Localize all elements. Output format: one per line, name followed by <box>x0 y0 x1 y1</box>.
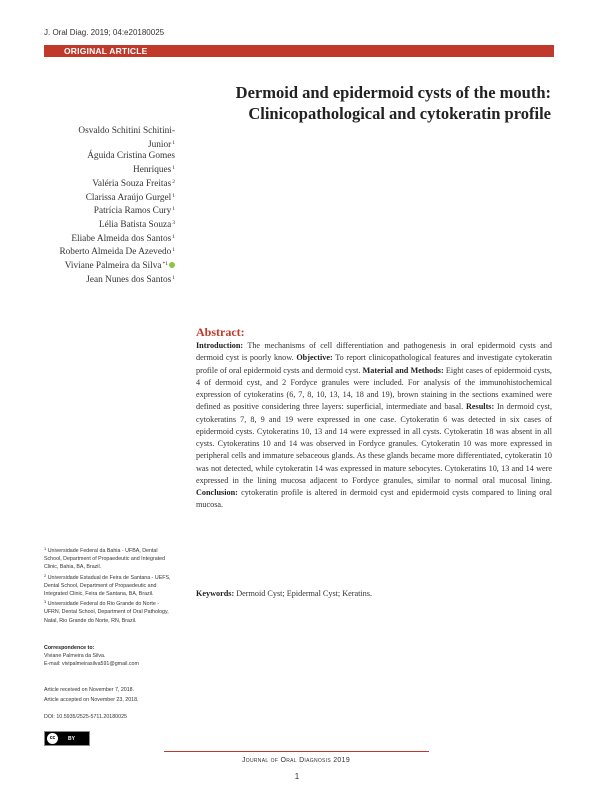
author: Jean Nunes dos Santos$^1$ <box>86 274 175 285</box>
results-text: In dermoid cyst, cytokeratins 7, 8, 9 and 19 were expressed in one case. Cytokeratin 6 was detected in six cases of epidermoid cysts. Cytokeratins 10, 13 and 14 were expressed in all cysts. Cytokeratin 18 was absent in all cysts. Cytokeratins 10 and 14 was observed in Fordyce granules. Cytokeratin 10 was more expressed in peripheral cells and immature sebaceous glands. As these glands became more differentiated, cytokeratin 10 was not detected, while cytokeratin 14 was expressed in mature sebocytes. Cytokeratins 10, 13 and 14 were expressed in the lining mucosa adjacent to Fordyce granules, similar to normal oral mucosal lining. <box>196 402 552 485</box>
article-title <box>180 82 551 124</box>
correspondence-name: Viviane Palmeira da Silva. <box>44 653 106 660</box>
author: Lélia Batista Souza$^3$ <box>98 219 175 230</box>
conclusion-text: cytokeratin profile is altered in dermoid cyst and epidermoid cysts compared to lining oral mucosa. <box>196 488 552 510</box>
introduction-label: Introduction: <box>196 341 244 350</box>
correspondence-email[interactable]: E-mail: vivipalmeirasilva591@gmail.com <box>44 661 139 668</box>
correspondence-label: Correspondence to: <box>44 645 95 651</box>
methods-text: Eight cases of epidermoid cysts, 4 of dermoid cyst, and 2 Fordyce granules were included. For analysis of the immunohistochemical expression of cytokeratins (6, 7, 8, 10, 13, 14, 18 and 19), brown staining in the sections examined were defined as positive considering three layers: superficial, intermediate and basal. <box>196 365 552 412</box>
keywords-label: Keywords: <box>196 589 235 598</box>
by-text: BY <box>68 735 75 742</box>
article-type-label: ORIGINAL ARTICLE <box>64 46 148 56</box>
orcid-icon[interactable] <box>169 262 175 268</box>
keywords-text: Dermoid Cyst; Epidermal Cyst; Keratins. <box>234 589 373 598</box>
accepted-date: Article accepted on November 23, 2018. <box>44 696 139 703</box>
cc-by-icon[interactable] <box>44 731 90 746</box>
objective-text: To report clinicopathological features and investigate cytokeratin profile of oral epidermoid cysts and dermoid cyst. <box>196 353 552 375</box>
introduction-text: The mechanisms of cell differentiation and pathogenesis in oral epidermoid cysts and dermoid cyst is poorly know. <box>196 341 552 363</box>
received-date: Article received on November 7, 2018. <box>44 687 135 693</box>
objective-label: Objective: <box>296 353 333 363</box>
page-number: 1 <box>294 772 300 781</box>
title-line-1: Dermoid and epidermoid cysts of the mouth: <box>235 83 551 102</box>
author: Valéria Souza Freitas$^2$ <box>92 178 175 189</box>
article-dates <box>44 686 194 705</box>
footer-journal-name: Journal of Oral Diagnosis 2019 <box>241 757 351 764</box>
doi[interactable]: DOI: 10.5935/2525-5711.20180025 <box>44 714 127 720</box>
cc-text: cc <box>47 733 58 744</box>
footer-divider <box>164 751 429 752</box>
results-label: Results: <box>466 402 495 412</box>
author: Osvaldo Schitini Schitini- Junior$^1$ <box>78 126 175 150</box>
author: Patrícia Ramos Cury$^1$ <box>93 206 175 217</box>
affiliation: $^3$ Universidade Federal do Rio Grande do Norte - UFRN, Dental School, Department of Oral Pathology, Natal, Rio Grande do Norte, RN, Brazil. <box>44 599 169 624</box>
affiliations <box>44 545 174 625</box>
article-type-bar <box>44 45 554 57</box>
affiliation: $^2$ Universidade Estadual de Feira de Santana - UEFS, Dental School, Department of Propaedeutic and Integrated Clinic, Feira de Santana, BA, Brazil. <box>44 572 171 598</box>
affiliation: $^1$ Universidade Federal da Bahia - UFBA, Dental School, Department of Propaedeutic and Integrated Clinic, Bahia, BA, Brazil. <box>44 546 166 571</box>
journal-reference: J. Oral Diag. 2019; 04:e20180025 <box>44 28 165 37</box>
abstract-body <box>196 340 552 512</box>
correspondence <box>44 644 184 669</box>
methods-label: Material and Methods: <box>362 365 444 375</box>
keywords <box>196 589 552 598</box>
corresponding-author: Viviane Palmeira da Silva$^{*1}$ <box>12 259 175 273</box>
author-list <box>12 126 175 286</box>
abstract-heading: Abstract: <box>196 325 245 339</box>
author: Eliabe Almeida dos Santos$^1$ <box>71 233 175 244</box>
author: Clarissa Araújo Gurgel$^1$ <box>85 192 175 203</box>
author: Águida Cristina Gomes Henriques$^1$ <box>87 151 175 176</box>
author: Roberto Almeida De Azevedo$^1$ <box>59 247 175 258</box>
title-line-2: Clinicopathological and cytokeratin profile <box>248 104 551 123</box>
conclusion-label: Conclusion: <box>196 488 238 497</box>
